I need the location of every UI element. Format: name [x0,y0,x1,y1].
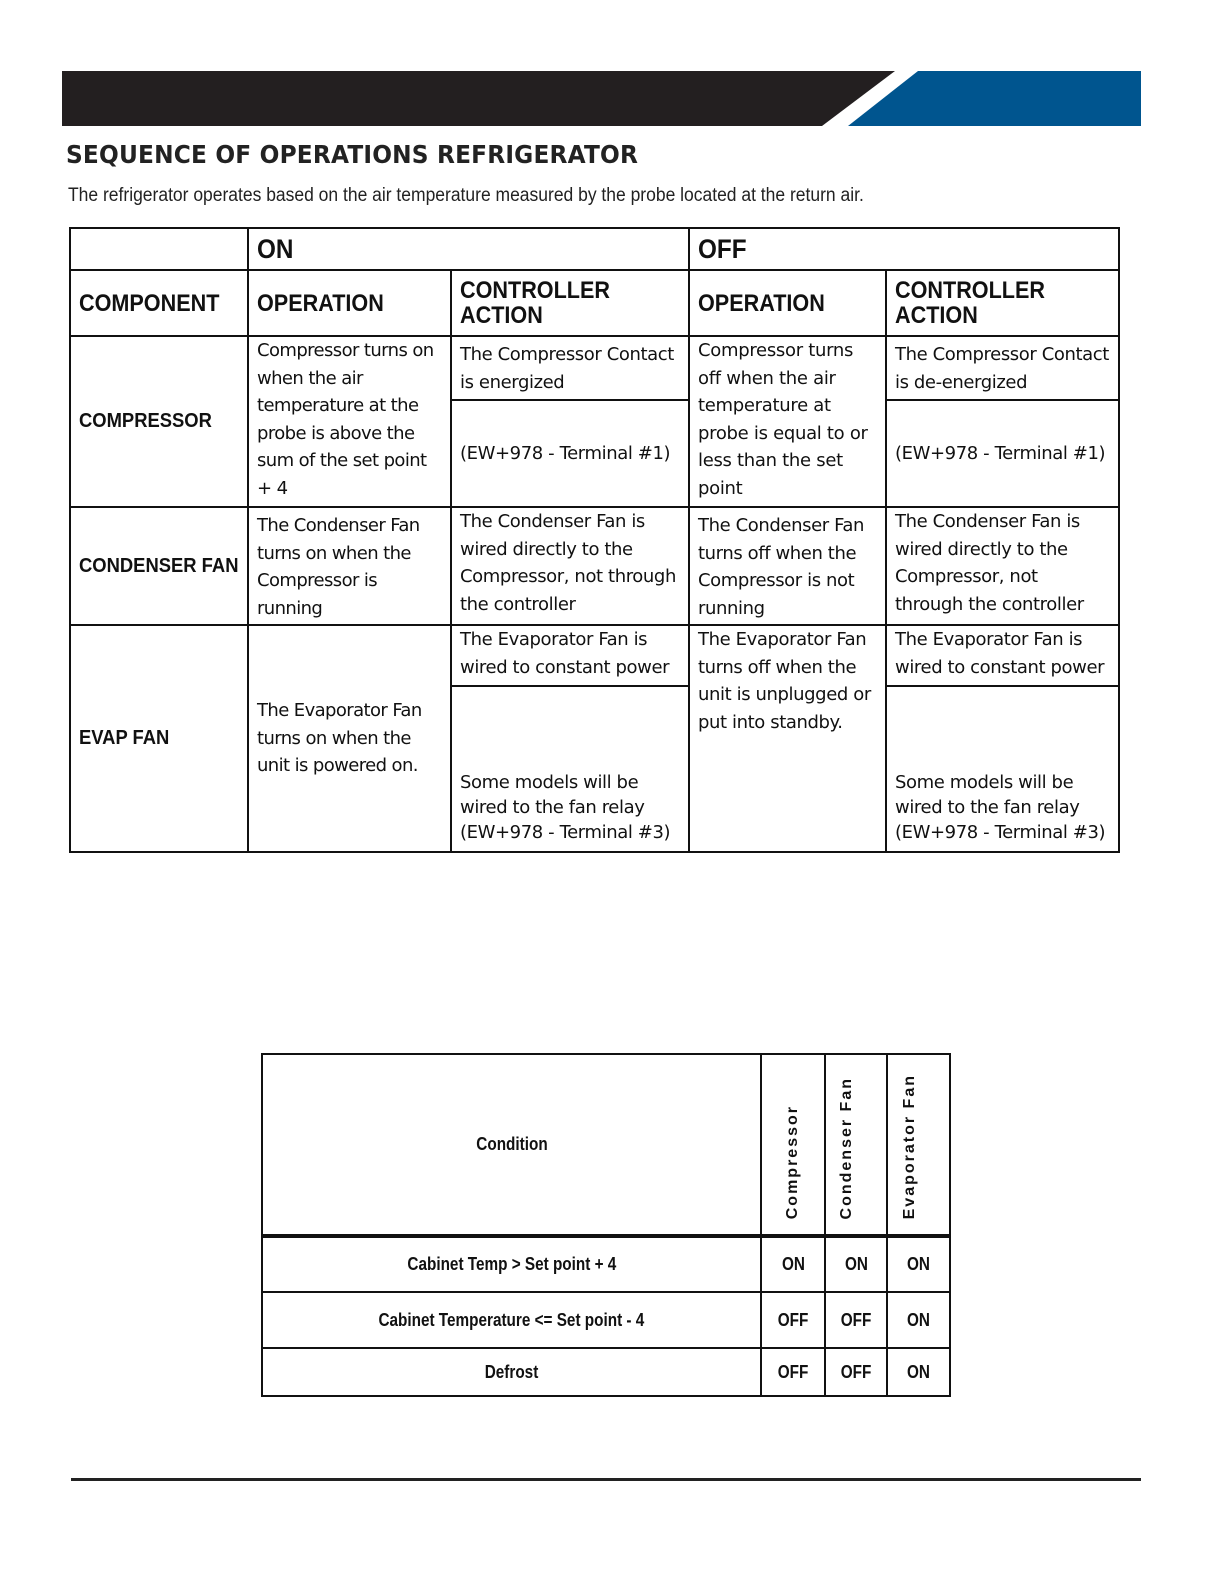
blank-header-cell [70,228,248,270]
footer-divider [71,1478,1141,1481]
compressor-header: Compressor [761,1054,825,1236]
condenser-fan-state: OFF [825,1348,887,1396]
on-operation-cell: The Evaporator Fan turns on when the unit is powered on. [248,625,451,852]
condenser-fan-state: OFF [825,1292,887,1348]
component-header: COMPONENT [70,270,248,336]
page-title: SEQUENCE OF OPERATIONS REFRIGERATOR [66,140,639,169]
off-controller-action-header: CONTROLLER ACTION [886,270,1119,336]
on-controller-action-header: CONTROLLER ACTION [451,270,689,336]
off-group-header: OFF [689,228,1119,270]
on-controller-relay-cell: Some models will be wired to the fan relay (EW+978 - Terminal #3) [451,686,689,852]
on-controller-terminal-cell: (EW+978 - Terminal #1) [451,400,689,507]
component-name: EVAP FAN [70,625,248,852]
compressor-state: OFF [761,1292,825,1348]
state-table-header-row [262,1054,950,1236]
condition-cell: Defrost [262,1348,761,1396]
off-controller-action-cell: The Condenser Fan is wired directly to the Compressor, not through the controller [886,507,1119,625]
component-state-table [261,1053,951,1397]
evaporator-fan-state: ON [887,1348,950,1396]
condition-header: Condition [262,1054,761,1236]
table-row [262,1348,950,1396]
table-row-compressor [70,336,1119,400]
sequence-table [69,227,1120,853]
evaporator-fan-header: Evaporator Fan [887,1054,950,1236]
page-subtitle: The refrigerator operates based on the air temperature measured by the probe located at the return air. [68,185,864,206]
table-row [262,1236,950,1292]
compressor-state: ON [761,1236,825,1292]
component-name: CONDENSER FAN [70,507,248,625]
condition-cell: Cabinet Temp > Set point + 4 [262,1236,761,1292]
table-row [262,1292,950,1348]
group-header-row [70,228,1119,270]
condenser-fan-header: Condenser Fan [825,1054,887,1236]
on-controller-action-cell: The Compressor Contact is energized [451,336,689,400]
banner-graphic [62,71,1141,126]
off-operation-cell: Compressor turns off when the air temperature at probe is equal to or less than the set point [689,336,886,507]
off-controller-action-cell: The Evaporator Fan is wired to constant power [886,625,1119,686]
on-group-header: ON [248,228,689,270]
table-row-condenser-fan [70,507,1119,625]
off-operation-cell: The Evaporator Fan turns off when the unit is unplugged or put into standby. [689,625,886,852]
compressor-state: OFF [761,1348,825,1396]
evaporator-fan-state: ON [887,1292,950,1348]
off-controller-action-cell: The Compressor Contact is de-energized [886,336,1119,400]
condition-cell: Cabinet Temperature <= Set point - 4 [262,1292,761,1348]
table-row-evap-fan [70,625,1119,686]
condenser-fan-state: ON [825,1236,887,1292]
on-controller-action-cell: The Condenser Fan is wired directly to the Compressor, not through the controller [451,507,689,625]
off-controller-relay-cell: Some models will be wired to the fan relay (EW+978 - Terminal #3) [886,686,1119,852]
on-operation-header: OPERATION [248,270,451,336]
off-controller-terminal-cell: (EW+978 - Terminal #1) [886,400,1119,507]
column-header-row [70,270,1119,336]
off-operation-cell: The Condenser Fan turns off when the Compressor is not running [689,507,886,625]
on-controller-action-cell: The Evaporator Fan is wired to constant power [451,625,689,686]
header-banner [62,71,1141,126]
on-operation-cell: The Condenser Fan turns on when the Compressor is running [248,507,451,625]
banner-dark-band [62,71,895,126]
off-operation-header: OPERATION [689,270,886,336]
evaporator-fan-state: ON [887,1236,950,1292]
on-operation-cell: Compressor turns on when the air temperature at the probe is above the sum of the set point + 4 [248,336,451,507]
component-name: COMPRESSOR [70,336,248,507]
banner-accent-band [848,71,1141,126]
